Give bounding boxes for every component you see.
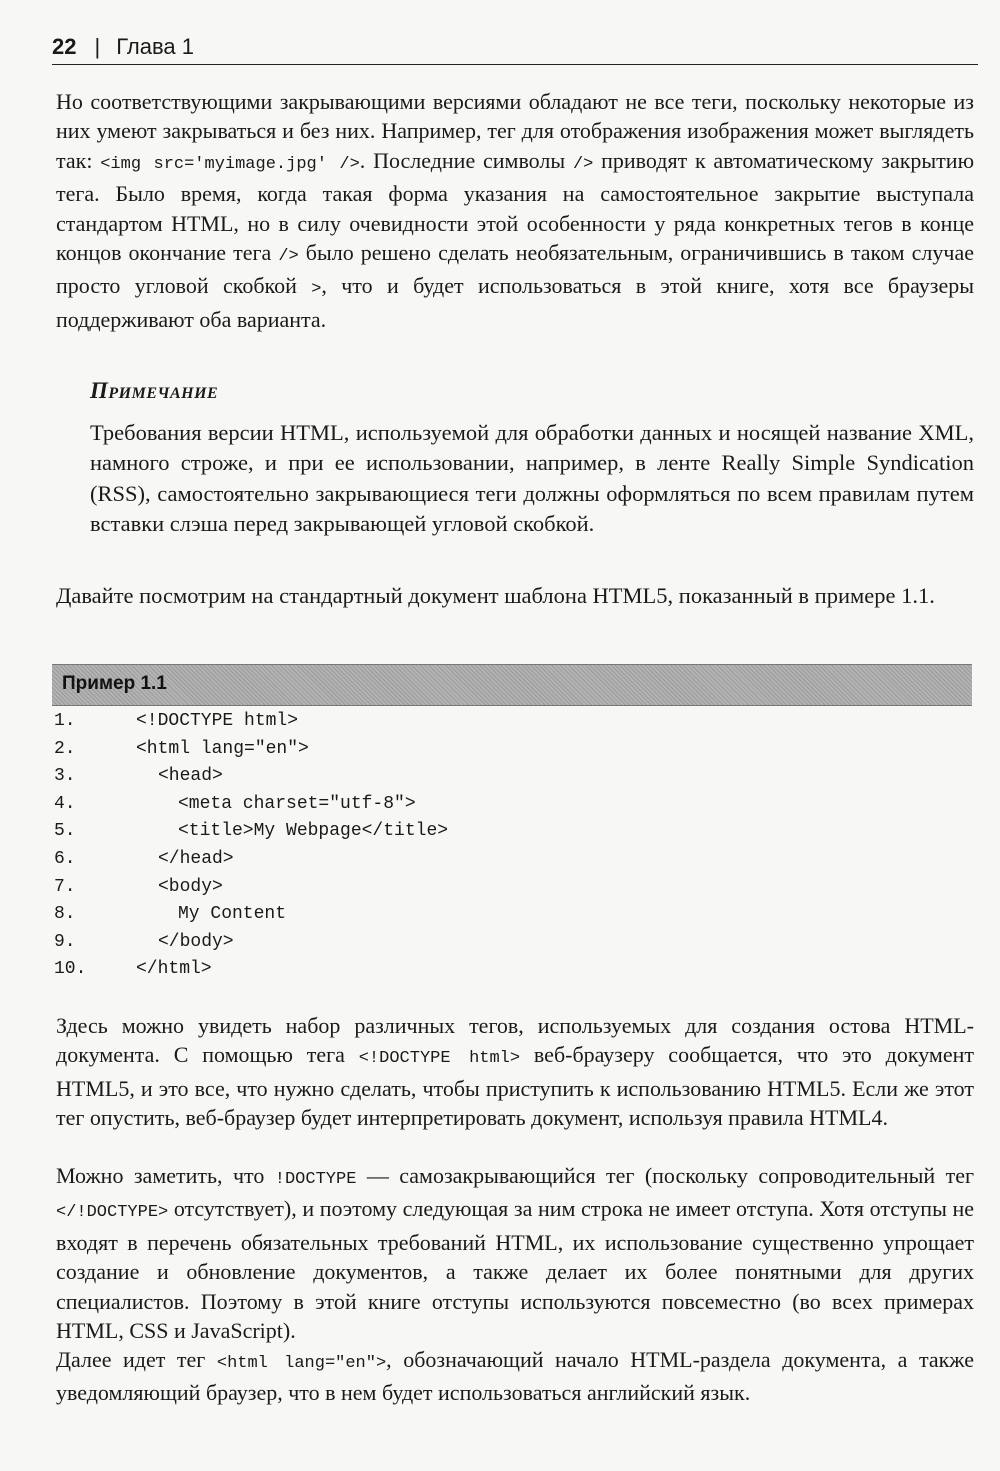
line-code: <meta charset="utf-8">: [178, 793, 416, 814]
code-line: [52, 956, 972, 984]
paragraph-indentation: [56, 1161, 974, 1345]
line-number: 8.: [54, 904, 76, 925]
inline-code: <!DOCTYPE html>: [358, 1049, 521, 1069]
line-number: 3.: [54, 766, 76, 787]
header-separator: |: [94, 34, 101, 59]
line-code: <head>: [158, 766, 223, 787]
paragraph-self-closing-tags: [56, 87, 974, 334]
line-code: </head>: [158, 848, 234, 869]
line-number: 6.: [54, 848, 76, 869]
paragraph-text: . Последние символы: [359, 147, 573, 173]
code-line: [52, 708, 972, 736]
paragraph-template-intro: Давайте посмотрим на стандартный документ шаблона HTML5, показанный в примере 1.1.: [56, 583, 935, 608]
paragraph-text: Но соответствующими закрывающими версиями обладают не все теги, поскольку некоторые из них умеют закрываться и без них. Например, тег для отображения изображения может выглядеть так:: [56, 89, 974, 173]
paragraph-text: приводят к автоматическому закрытию тега. Было время, когда такая форма указания на самостоятельное закрытие выступала стандартом HTML, но в силу очевидности этой особенности у ряда конкретных тегов в конце концов окончание тега: [56, 147, 975, 266]
inline-code: />: [278, 247, 299, 267]
paragraph-html-tag: [56, 1345, 974, 1408]
paragraph-text: было решено сделать необязательным, ограничившись в таком случае просто угловой скобкой: [56, 240, 974, 299]
code-line: [52, 763, 972, 791]
inline-code: />: [572, 154, 594, 174]
note-title: Примечание: [90, 378, 219, 403]
paragraph-text: отсутствует), и поэтому следующая за ним строка не имеет отступа. Хотя отступы не входят в перечень обязательных требований HTML, их использование существенно упрощает создание и обновление документов, а также делает их более понятными для других специалистов. Поэтому в этой книге отступы используются повсеместно (во всех примерах HTML, CSS и JavaScript).: [56, 1196, 974, 1344]
paragraph-doctype: [56, 1011, 974, 1133]
line-code: <title>My Webpage</title>: [178, 821, 449, 842]
paragraph-text: Далее идет тег: [56, 1347, 217, 1372]
line-code: My Content: [178, 904, 287, 925]
running-head: [52, 34, 978, 60]
line-code: </html>: [136, 959, 212, 980]
paragraph-text: , что и будет использоваться в этой книге, хотя все браузеры поддерживают оба варианта.: [56, 273, 975, 332]
line-code: </body>: [158, 931, 234, 952]
inline-code: !DOCTYPE: [274, 1170, 357, 1189]
inline-code: <html lang="en">: [216, 1354, 387, 1373]
line-code: <body>: [158, 876, 223, 897]
code-line: [52, 736, 972, 764]
line-code: <html lang="en">: [136, 738, 309, 759]
line-number: 2.: [54, 738, 76, 759]
listing-header: [52, 664, 972, 706]
line-number: 1.: [54, 711, 76, 731]
paragraph-text: Здесь можно увидеть набор различных тегов, используемых для создания остова HTML-документа. С помощью тега: [56, 1013, 974, 1068]
paragraph-text: , обозначающий начало HTML-раздела документа, а также уведомляющий браузер, что в нем будет использоваться английский язык.: [56, 1347, 974, 1406]
line-code: <!DOCTYPE html>: [136, 711, 299, 731]
code-line: [52, 846, 972, 874]
paragraph-text: Можно заметить, что: [56, 1163, 275, 1188]
note-text: Требования версии HTML, используемой для обработки данных и носящей название XML, намного строже, и при ее использовании, например, в ленте Really Simple Syndication (RSS), самостоятельно закрывающиеся теги должны оформляться по всем правилам путем вставки слэша перед закрывающей угловой скобкой.: [90, 420, 974, 537]
line-number: 10.: [54, 959, 87, 980]
inline-code: </!DOCTYPE>: [56, 1203, 169, 1223]
line-number: 9.: [54, 931, 76, 952]
inline-code: >: [311, 280, 322, 300]
code-line: [52, 818, 972, 846]
line-number: 7.: [54, 876, 76, 897]
code-line: [52, 791, 972, 819]
listing-title: Пример 1.1: [62, 673, 167, 694]
inline-code: <img src='myimage.jpg' />: [100, 154, 360, 174]
chapter-title: Глава 1: [116, 34, 194, 59]
header-rule: [52, 64, 978, 65]
code-line: [52, 929, 972, 957]
code-line: [52, 874, 972, 902]
page-number: 22: [52, 34, 77, 59]
code-listing: [52, 708, 972, 984]
line-number: 4.: [54, 793, 76, 814]
paragraph-text: веб-браузеру сообщается, что это документ HTML5, и это все, что нужно сделать, чтобы приступить к использованию HTML5. Если же этот тег опустить, веб-браузер будет интерпретировать документ, используя правила HTML4.: [56, 1042, 974, 1131]
code-line: [52, 901, 972, 929]
line-number: 5.: [54, 821, 76, 842]
paragraph-text: — самозакрывающийся тег (поскольку сопроводительный тег: [356, 1163, 974, 1188]
